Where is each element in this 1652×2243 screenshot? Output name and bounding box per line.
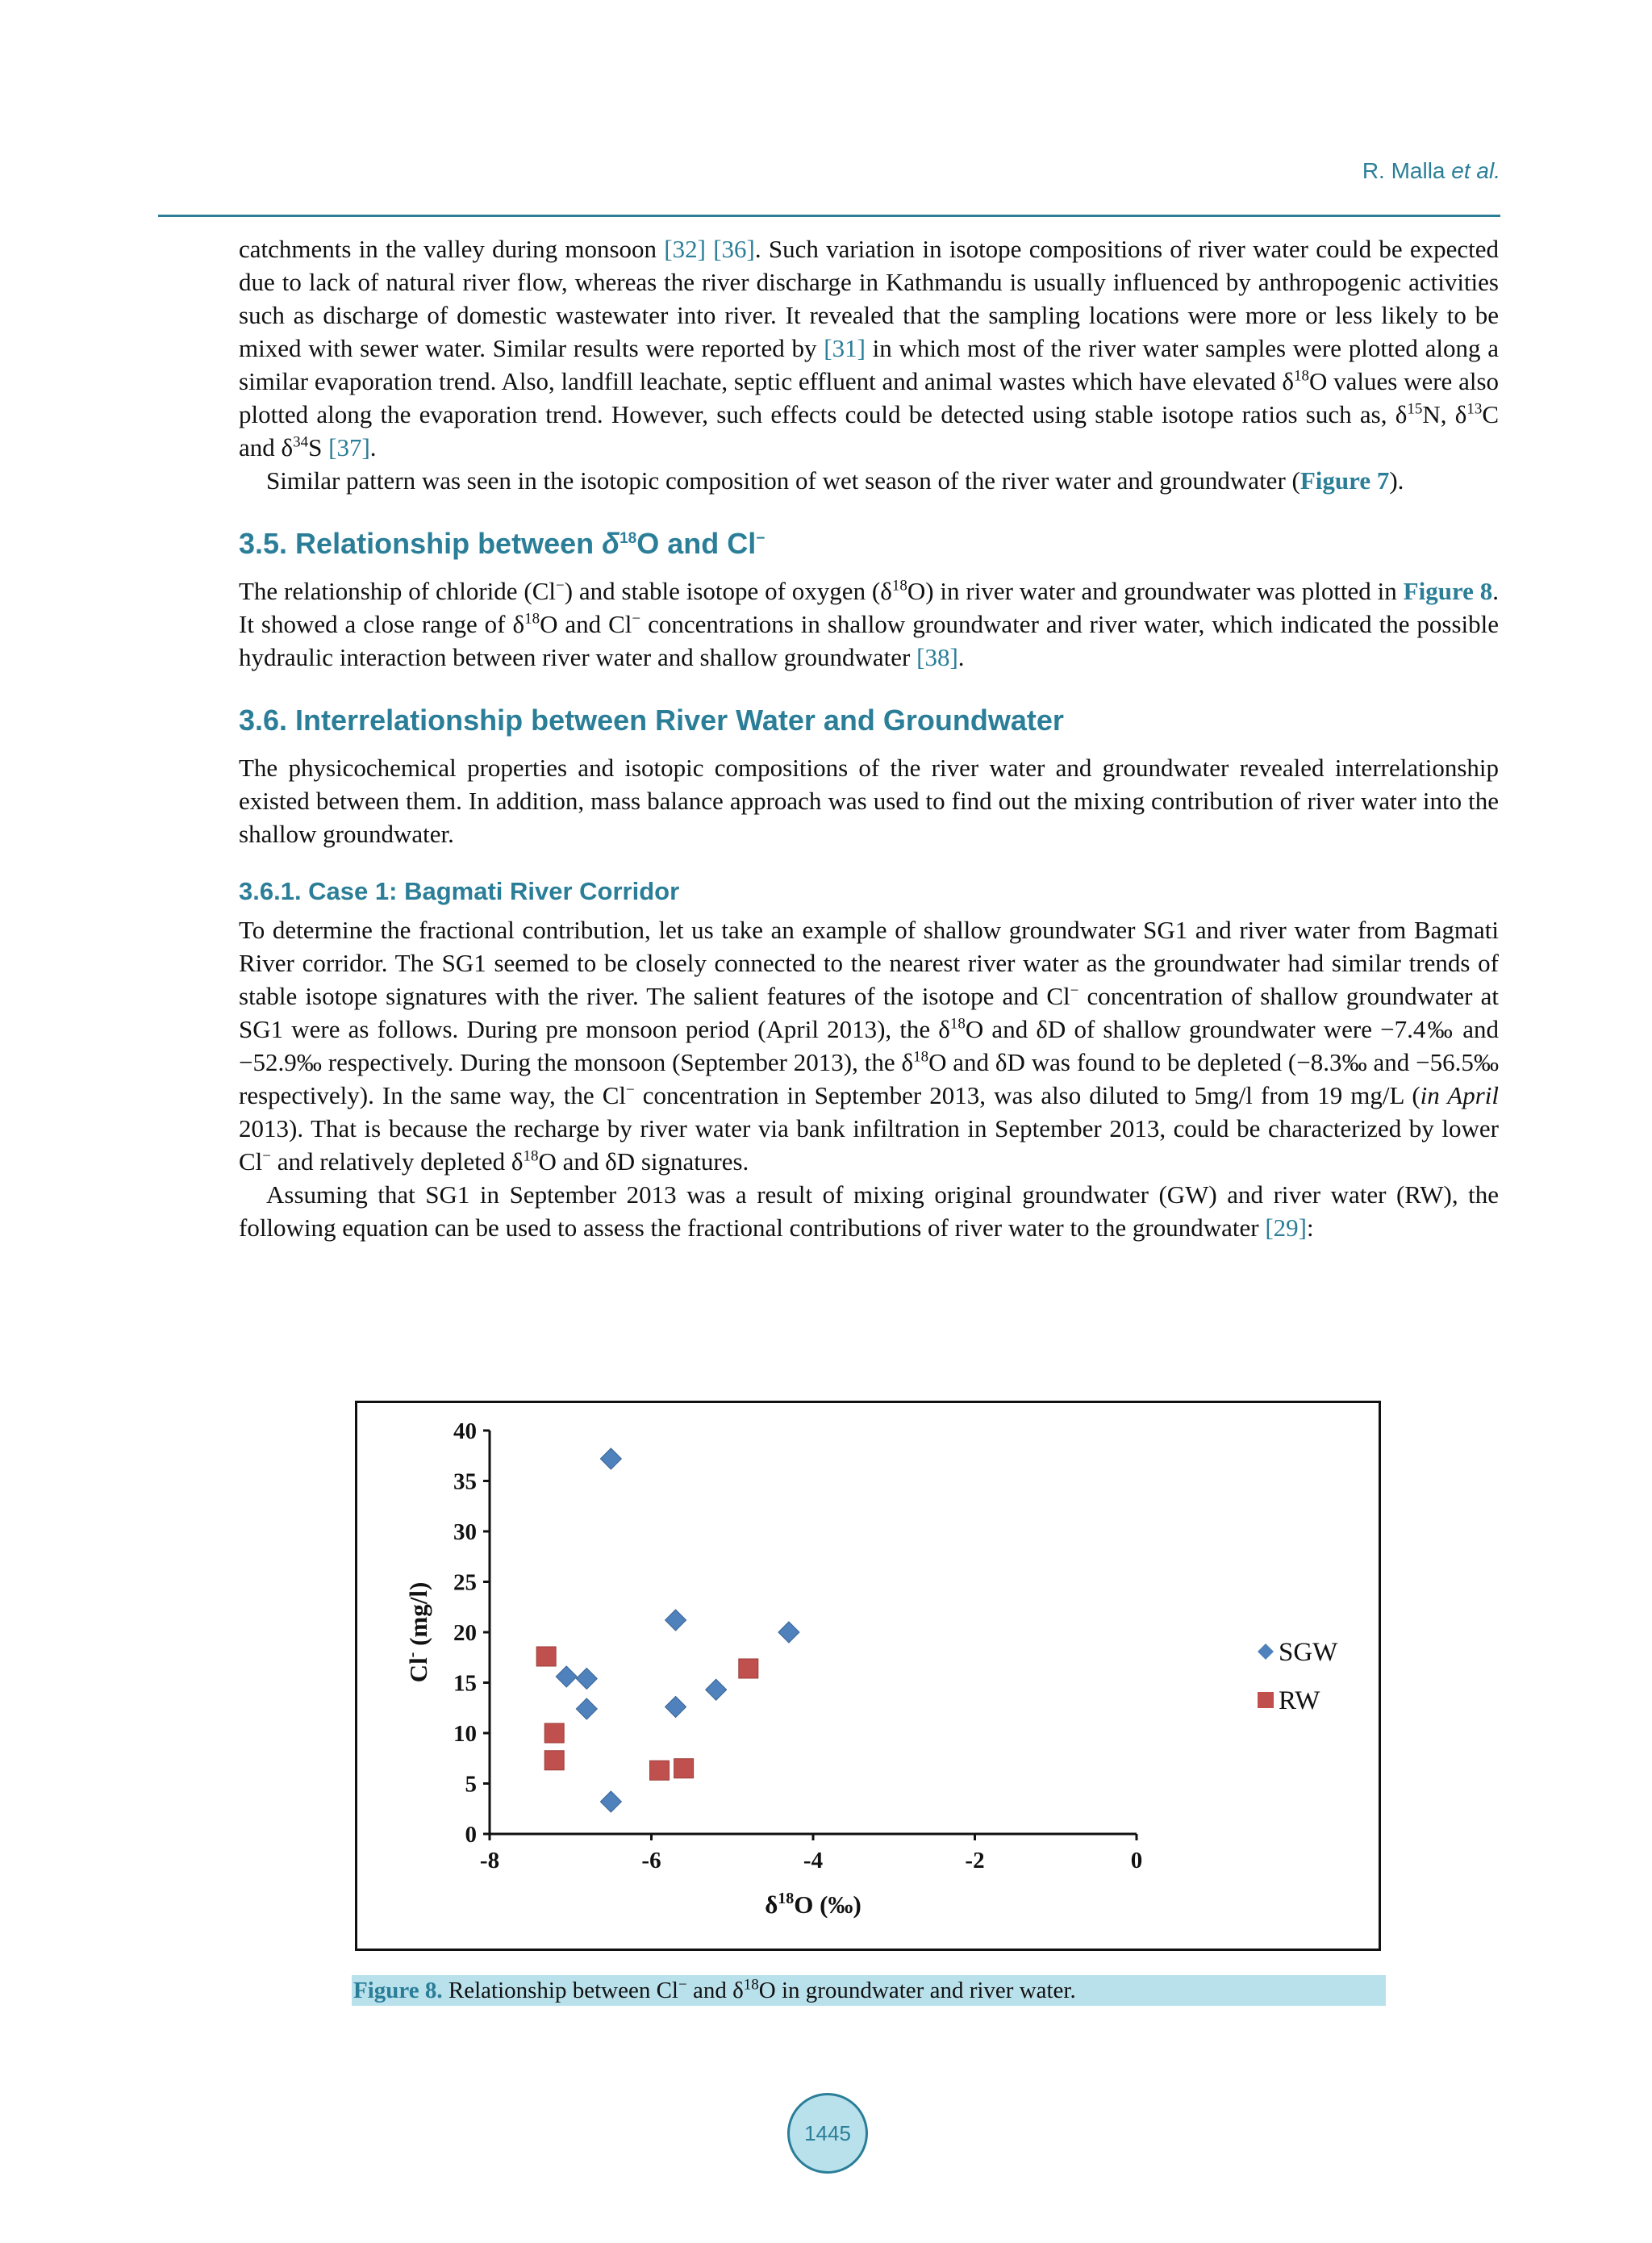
text-run: : [1307, 1213, 1314, 1242]
superscript: 18 [620, 530, 637, 547]
x-axis-label: $\delta^{18}O$ (‰) [765, 1890, 861, 1919]
citation-link[interactable]: [38] [916, 643, 958, 671]
x-tick-label: -8 [479, 1848, 500, 1873]
y-tick-label: 35 [453, 1468, 477, 1495]
figure-8-chart [355, 1401, 1381, 1951]
text-run: O in groundwater and river water. [758, 1978, 1076, 2003]
x-tick-label: -6 [641, 1848, 661, 1873]
header-rule [158, 215, 1500, 217]
data-point-sgw [576, 1698, 597, 1719]
page-number: 1445 [787, 2093, 868, 2174]
superscript: 18 [523, 1147, 539, 1165]
superscript: 18 [524, 610, 540, 628]
article-body [239, 232, 1499, 1244]
text-run: and relatively depleted δ [271, 1147, 524, 1176]
text-run: Relationship between Cl [442, 1978, 678, 2003]
scatter-plot [357, 1403, 1379, 1949]
data-point-sgw [600, 1791, 621, 1812]
data-point-rw [674, 1759, 694, 1778]
paragraph-3-5 [239, 574, 1499, 674]
y-tick-label: 10 [453, 1721, 477, 1747]
superscript: − [756, 530, 766, 547]
text-run: and δ [686, 1978, 744, 2003]
y-tick-label: 30 [453, 1519, 477, 1545]
heading-text: O and Cl [636, 527, 757, 560]
text-run: concentration in September 2013, was also diluted to 5mg/l from 19 mg/L ( [634, 1081, 1420, 1109]
figure-link[interactable]: Figure 8 [1403, 577, 1493, 605]
data-point-sgw [665, 1697, 686, 1718]
running-head-author: R. Malla [1362, 158, 1446, 183]
legend-marker-rw [1258, 1692, 1274, 1708]
text-run: Assuming that SG1 in September 2013 was a result of mixing original groundwater (GW) and river water (RW), the following equation can be used to assess the fractional contributions of river water to the groundwater [239, 1180, 1499, 1242]
y-axis-label: Cl- (mg/l) [403, 1581, 432, 1683]
paragraph-1 [239, 232, 1499, 464]
data-point-sgw [576, 1669, 597, 1690]
subsection-heading-3-6-1: 3.6.1. Case 1: Bagmati River Corridor [239, 877, 680, 905]
paragraph-3-6: The physicochemical properties and isotopic compositions of the river water and groundwater revealed interrelationship existed between them. In addition, mass balance approach was used to find out the mixing contribution of river water into the shallow groundwater. [239, 754, 1499, 848]
superscript: − [632, 610, 641, 628]
y-tick-label: 0 [465, 1822, 477, 1848]
text-run: ) and stable isotope of oxygen (δ [564, 577, 892, 605]
text-run: in which most of the river water samples were plotted along a similar evaporation trend. Also, landfill leachate, septic effluent and animal wastes which have elevated δ [239, 334, 1499, 395]
running-head-etal: et al. [1451, 158, 1500, 183]
text-run: O and δD of shallow groundwater were −7.4‰ and −52.9‰ respectively. During the monsoon (September 2013), the δ [239, 1015, 1499, 1076]
y-tick-label: 15 [453, 1670, 477, 1697]
citation-link[interactable]: [37] [328, 433, 370, 462]
text-run: concentrations in shallow groundwater and river water, which indicated the possible hydraulic interaction between river water and shallow groundwater [239, 610, 1500, 671]
x-tick-label: -4 [803, 1848, 824, 1873]
text-run: Similar pattern was seen in the isotopic composition of wet season of the river water and groundwater ( [266, 466, 1300, 495]
text-run: . [957, 643, 965, 671]
superscript: 15 [1407, 400, 1423, 418]
data-point-sgw [556, 1666, 577, 1687]
section-heading-3-5 [239, 524, 1499, 563]
superscript: − [1070, 982, 1079, 1000]
superscript: − [626, 1081, 635, 1099]
text-run: . It showed a close range of δ [239, 577, 1500, 638]
text-run: N, δ [1422, 400, 1467, 428]
data-point-rw [536, 1647, 556, 1666]
citation-link[interactable]: [29] [1265, 1213, 1308, 1242]
superscript: 18 [913, 1048, 929, 1066]
figure-caption [352, 1975, 1386, 2006]
y-tick-label: 25 [453, 1569, 477, 1596]
text-run: O and δD signatures. [538, 1147, 749, 1176]
text-run: O and δD was found to be depleted (−8.3‰ and −56.5‰ respectively). In the same way, the Cl [239, 1048, 1499, 1109]
running-head [1362, 158, 1500, 184]
superscript: − [678, 1976, 687, 1994]
text-run: . [369, 433, 377, 462]
paragraph-2 [239, 464, 1499, 497]
text-run: O) in river water and groundwater was plotted in [907, 577, 1404, 605]
section-heading-3-6: 3.6. Interrelationship between River Water and Groundwater [239, 704, 1064, 737]
data-point-rw [544, 1723, 564, 1743]
superscript: 18 [891, 577, 907, 595]
text-run: O and Cl [540, 610, 632, 638]
paragraph-assuming [239, 1178, 1499, 1244]
text-run: concentration of shallow groundwater at SG1 were as follows. During pre monsoon period (April 2013), the δ [239, 982, 1500, 1043]
data-point-sgw [778, 1622, 799, 1643]
data-point-rw [650, 1761, 670, 1780]
legend-label-rw: RW [1279, 1686, 1320, 1715]
legend-label-sgw: SGW [1279, 1638, 1338, 1667]
text-run: C and δ [239, 400, 1500, 462]
data-point-sgw [600, 1448, 621, 1469]
superscript: 18 [743, 1976, 759, 1994]
text-run: S [308, 433, 329, 462]
superscript: − [556, 577, 565, 595]
y-tick-label: 5 [465, 1771, 477, 1798]
y-tick-label: 20 [453, 1620, 477, 1646]
superscript: 18 [949, 1015, 966, 1033]
superscript: 34 [293, 433, 309, 451]
x-tick-label: -2 [965, 1848, 985, 1873]
heading-text: 3.5. Relationship between [239, 527, 603, 560]
text-run: 2013). That is because the recharge by river water via bank infiltration in September 2013, could be characterized by lower Cl [239, 1114, 1499, 1176]
text-run: catchments in the valley during monsoon [239, 235, 665, 263]
paragraph-3-6-1 [239, 913, 1499, 1178]
text-run: ). [1389, 466, 1404, 495]
superscript: 18 [1293, 367, 1309, 385]
legend-marker-sgw [1258, 1644, 1274, 1660]
figure-link[interactable]: Figure 7 [1299, 466, 1390, 495]
citation-link[interactable]: [32] [36] [664, 235, 755, 263]
text-run: O values were also plotted along the evaporation trend. However, such effects could be detected using stable isotope ratios such as, δ [239, 367, 1500, 428]
citation-link[interactable]: [31] [824, 334, 866, 362]
superscript: 13 [1466, 400, 1483, 418]
text-run: To determine the fractional contribution, let us take an example of shallow groundwater SG1 and river water from Bagmati River corridor. The SG1 seemed to be closely connected to the nearest river water as the groundwater had similar trends of stable isotope signatures with the river. The salient features of the isotope and Cl [239, 916, 1499, 1010]
y-tick-label: 40 [453, 1418, 477, 1444]
italic-text: in April [1420, 1081, 1499, 1109]
data-point-rw [739, 1659, 758, 1678]
superscript: − [262, 1147, 272, 1165]
text-run: The relationship of chloride (Cl [239, 577, 557, 605]
x-tick-label: 0 [1130, 1848, 1143, 1873]
heading-text: δ [602, 527, 620, 560]
data-point-rw [544, 1751, 564, 1770]
data-point-sgw [706, 1679, 727, 1700]
text-run: . Such variation in isotope compositions of river water could be expected due to lack of natural river flow, whereas the river discharge in Kathmandu is usually influenced by anthropogenic activities such as discharge of domestic wastewater into river. It revealed that the sampling locations were more or less likely to be mixed with sewer water. Similar results were reported by [239, 235, 1499, 362]
data-point-sgw [665, 1610, 686, 1631]
caption-label[interactable]: Figure 8. [353, 1978, 443, 2003]
